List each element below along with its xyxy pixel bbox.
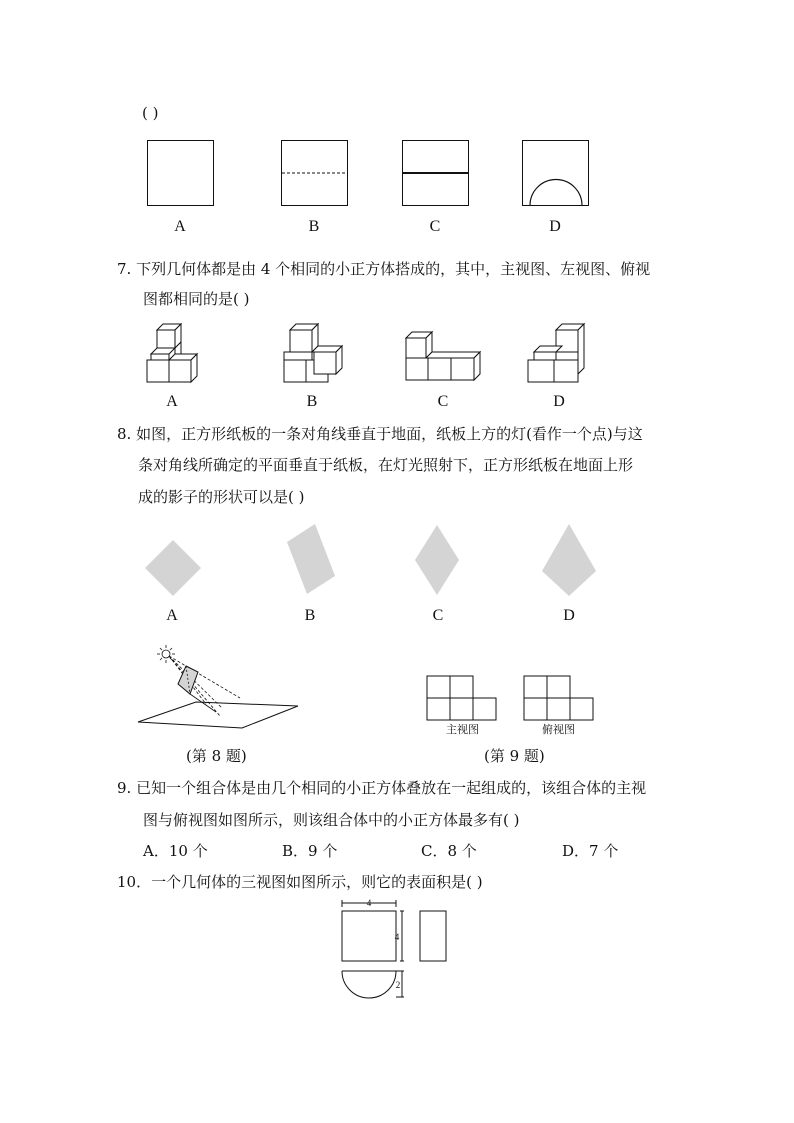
q9-choice-a: A．10 个 <box>143 842 208 860</box>
q10-dim-height: 4 <box>394 932 400 942</box>
q9-choice-c: C．8 个 <box>421 842 477 860</box>
q7-figure-d <box>526 322 590 384</box>
q7-figure-c <box>404 328 484 384</box>
q7-stem-line1: 7. 下列几何体都是由 4 个相同的小正方体搭成的，其中，主视图、左视图、俯视 <box>117 260 651 278</box>
q8-option-b: B <box>304 607 316 624</box>
q8-stem-line1: 8. 如图，正方形纸板的一条对角线垂直于地面，纸板上方的灯(看作一个点)与这 <box>117 425 643 443</box>
q9-figure-caption: (第 9 题) <box>484 747 545 765</box>
q9-stem-line1: 9. 已知一个组合体是由几个相同的小正方体叠放在一起组成的，该组合体的主视 <box>117 779 647 797</box>
q7-stem-line2: 图都相同的是( ) <box>143 290 250 308</box>
q6-figure-c <box>402 140 470 206</box>
q10-stem: 10．一个几何体的三视图如图所示，则它的表面积是( ) <box>117 873 483 891</box>
q8-figure-caption: (第 8 题) <box>186 747 247 765</box>
q8-shape-d <box>541 523 597 597</box>
q8-shape-b <box>285 522 337 596</box>
q9-choice-b: B．9 个 <box>282 842 338 860</box>
q8-stem-line2: 条对角线所确定的平面垂直于纸板，在灯光照射下，正方形纸板在地面上形 <box>138 456 634 474</box>
q6-figure-d <box>522 140 590 206</box>
q10-three-views <box>336 897 452 1005</box>
q7-option-c: C <box>437 393 449 410</box>
q9-front-view-label: 主视图 <box>446 723 479 736</box>
q6-option-d: D <box>549 218 561 235</box>
q9-stem-line2: 图与俯视图如图所示，则该组合体中的小正方体最多有( ) <box>143 811 520 829</box>
q9-choice-d: D．7 个 <box>562 842 619 860</box>
q6-figure-a <box>147 140 215 206</box>
q10-dim-width: 4 <box>366 898 372 908</box>
q6-option-c: C <box>429 218 441 235</box>
q6-option-a: A <box>174 218 186 235</box>
q8-option-c: C <box>432 607 444 624</box>
q8-option-a: A <box>166 607 178 624</box>
q8-light-diagram <box>136 642 302 734</box>
q7-figure-b <box>282 322 346 384</box>
q8-option-d: D <box>563 607 575 624</box>
q8-shape-c <box>414 524 460 596</box>
q9-top-view <box>523 675 595 721</box>
q10-dim-radius: 2 <box>395 980 401 990</box>
q9-front-view <box>426 675 498 721</box>
q9-top-view-label: 俯视图 <box>542 723 575 736</box>
q6-answer-blank: ( ) <box>142 104 159 122</box>
q6-figure-b <box>281 140 349 206</box>
q7-option-a: A <box>166 393 178 410</box>
q7-option-b: B <box>306 393 318 410</box>
q8-stem-line3: 成的影子的形状可以是( ) <box>138 488 305 506</box>
q7-figure-a <box>145 322 205 384</box>
q7-option-d: D <box>553 393 565 410</box>
q6-option-b: B <box>308 218 320 235</box>
q8-shape-a <box>144 539 202 597</box>
